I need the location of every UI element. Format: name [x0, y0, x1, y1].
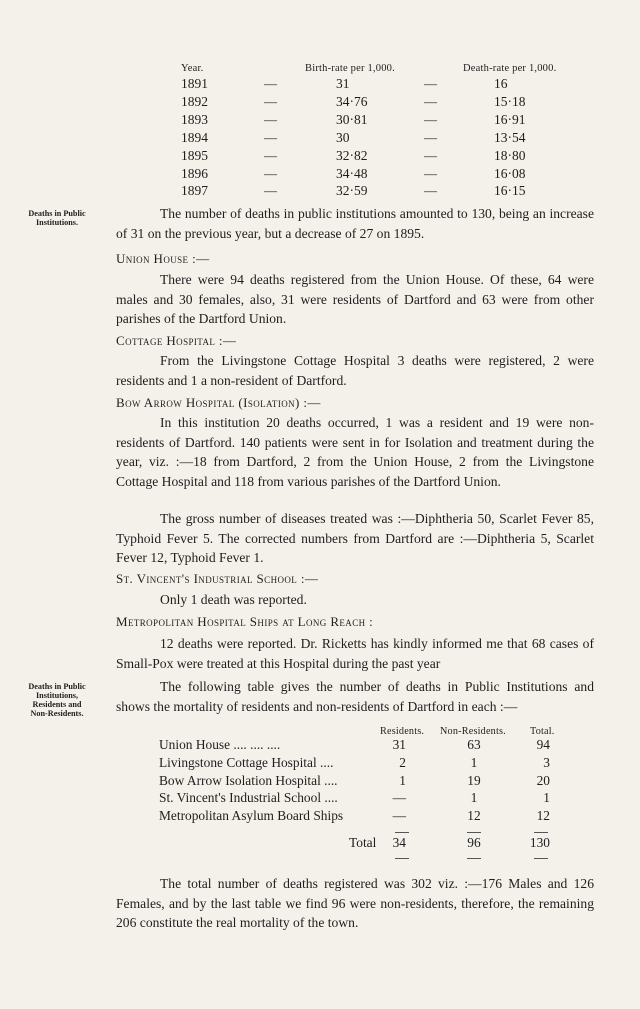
deaths-institution-name: St. Vincent's Industrial School .... [159, 790, 338, 806]
deaths-institution-name: Bow Arrow Isolation Hospital .... [159, 772, 338, 788]
paragraph-cottage-hospital: From the Livingstone Cottage Hospital 3 deaths were registered, 2 were residents and 1 a non-resident of Dartford. [116, 353, 594, 388]
rates-dash: — [264, 147, 277, 163]
rates-dash: — [424, 147, 437, 163]
deaths-institution-name: Livingstone Cottage Hospital .... [159, 754, 334, 770]
deaths-total-non-residents: 96 [467, 835, 481, 850]
rates-death-cell: 16 [494, 76, 508, 91]
rates-dash: — [264, 129, 277, 145]
total-underline-residents [395, 858, 409, 859]
deaths-total-residents: 34 [392, 835, 406, 850]
deaths-header-non-residents: Non-Residents. [440, 726, 506, 737]
deaths-total-cell: 3 [543, 754, 550, 770]
paragraph-public-institutions: The number of deaths in public institutions amounted to 130, being an increase of 31 on the previous year, but a decrease of 27 on 1895. [116, 206, 594, 241]
margin-note-line: Institutions. [35, 218, 79, 227]
rates-dash: — [264, 183, 277, 199]
margin-note-line: Residents and [32, 700, 82, 709]
rates-year-cell: 1891 [181, 76, 208, 91]
rates-dash: — [264, 165, 277, 181]
rates-header-death: Death-rate per 1,000. [463, 63, 557, 74]
rates-dash: — [424, 165, 437, 181]
deaths-institution-name: Union House .... .... .... [159, 737, 281, 752]
deaths-total-cell: 94 [536, 737, 550, 752]
deaths-total-total: 130 [529, 835, 550, 850]
paragraph-following-table: The following table gives the number of deaths in Public Institutions and shows the mortality of residents and non-residents of Dartford in each :— [116, 679, 594, 714]
heading-union-house: Union House :— [116, 251, 210, 266]
deaths-residents-cell: 1 [399, 772, 406, 788]
margin-note-residents [14, 682, 100, 718]
rates-birth-cell: 32·59 [336, 183, 368, 199]
margin-note-line: Deaths in Public [28, 209, 86, 218]
rates-death-cell: 15·18 [494, 93, 526, 109]
paragraph-metropolitan-ships: 12 deaths were reported. Dr. Ricketts has kindly informed me that 68 cases of Small-Pox were treated at this Hospital during the past year [116, 636, 594, 671]
total-rule-non-residents [467, 832, 481, 833]
deaths-total-cell: 20 [536, 772, 550, 788]
rates-dash: — [264, 93, 277, 109]
heading-bow-arrow: Bow Arrow Hospital (Isolation) :— [116, 395, 321, 410]
rates-dash: — [424, 111, 437, 127]
rates-year-cell: 1895 [181, 147, 208, 163]
margin-note-line: Non-Residents. [30, 709, 84, 718]
deaths-residents-cell: 2 [399, 754, 406, 770]
paragraph-union-house: There were 94 deaths registered from the Union House. Of these, 64 were males and 30 females, also, 31 were residents of Dartford and 63 were from other parishes of the Dartford Union. [116, 272, 594, 326]
margin-note-public-institutions [14, 209, 100, 227]
deaths-non-residents-cell: 63 [467, 737, 481, 752]
margin-note-line: Deaths in Public [28, 682, 86, 691]
deaths-non-residents-cell: 12 [467, 808, 481, 824]
rates-year-cell: 1893 [181, 111, 208, 127]
rates-dash: — [264, 76, 277, 91]
rates-birth-cell: 34·48 [336, 165, 368, 181]
total-rule-residents [395, 832, 409, 833]
paragraph-bow-arrow-1: In this institution 20 deaths occurred, 1 was a resident and 19 were non-residents of Dartford. 140 patients were sent in for Isolation and treatment during the year, viz. :—18 from Dartford, 2 from the Union House, 2 from the Livingstone Cottage Hospital and 118 from various parishes of the Dartford Union. [116, 415, 594, 489]
deaths-non-residents-cell: 1 [470, 790, 478, 806]
deaths-residents-cell: — [392, 808, 406, 824]
deaths-total-cell: 1 [543, 790, 550, 806]
rates-birth-cell: 32·82 [336, 147, 368, 163]
deaths-residents-cell: — [392, 790, 406, 806]
deaths-header-total: Total. [530, 726, 555, 737]
deaths-total-label: Total [349, 835, 377, 850]
rates-death-cell: 16·91 [494, 111, 526, 127]
rates-dash: — [264, 111, 277, 127]
rates-header-birth: Birth-rate per 1,000. [305, 63, 395, 74]
rates-birth-cell: 31 [336, 76, 350, 91]
rates-year-cell: 1896 [181, 165, 208, 181]
rates-death-cell: 16·08 [494, 165, 526, 181]
heading-metropolitan-ships: Metropolitan Hospital Ships at Long Reach : [116, 614, 374, 629]
rates-birth-cell: 34·76 [336, 93, 368, 109]
rates-year-cell: 1894 [181, 129, 208, 145]
rates-dash: — [424, 129, 437, 145]
rates-dash: — [424, 183, 437, 199]
rates-birth-cell: 30 [336, 129, 350, 145]
total-underline-total [534, 858, 548, 859]
rates-death-cell: 16·15 [494, 183, 526, 199]
rates-header-year: Year. [181, 63, 204, 74]
deaths-non-residents-cell: 1 [470, 754, 478, 770]
rates-death-cell: 13·54 [494, 129, 526, 145]
deaths-institution-name: Metropolitan Asylum Board Ships [159, 808, 344, 824]
total-rule-total [534, 832, 548, 833]
rates-dash: — [424, 76, 437, 91]
rates-year-cell: 1892 [181, 93, 208, 109]
deaths-total-cell: 12 [536, 808, 550, 824]
paragraph-bow-arrow-2: The gross number of diseases treated was :—Diphtheria 50, Scarlet Fever 85, Typhoid Fever 5. The corrected numbers from Dartford are :—Diphtheria 5, Scarlet Fever 12, Typhoid Fever 1. [116, 511, 594, 565]
deaths-non-residents-cell: 19 [467, 772, 481, 788]
total-underline-non-residents [467, 858, 481, 859]
deaths-header-residents: Residents. [380, 726, 425, 737]
margin-note-line: Institutions, [35, 691, 79, 700]
paragraph-total-deaths: The total number of deaths registered was 302 viz. :—176 Males and 126 Females, and by the last table we find 96 were non-residents, therefore, the remaining 206 constitute the real mortality of the town. [116, 876, 594, 930]
rates-death-cell: 18·80 [494, 147, 526, 163]
heading-st-vincent: St. Vincent's Industrial School :— [116, 571, 319, 586]
heading-cottage-hospital: Cottage Hospital :— [116, 333, 237, 348]
rates-birth-cell: 30·81 [336, 111, 368, 127]
rates-year-cell: 1897 [181, 183, 208, 199]
deaths-residents-cell: 31 [392, 737, 406, 752]
paragraph-st-vincent: Only 1 death was reported. [160, 592, 307, 607]
rates-dash: — [424, 93, 437, 109]
